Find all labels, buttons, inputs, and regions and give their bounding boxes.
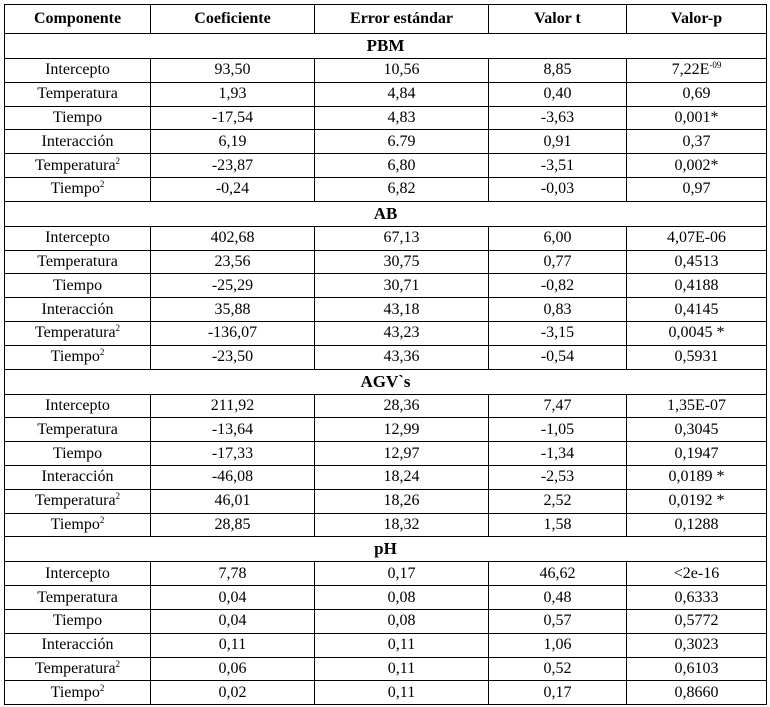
table-row xyxy=(5,298,767,322)
componente-label: Tiempo xyxy=(50,180,100,198)
cell-valor-p xyxy=(627,106,767,130)
table-row xyxy=(5,586,767,610)
cell-valor-t: -3,63 xyxy=(489,106,627,130)
cell-error-estandar: 0,08 xyxy=(315,586,489,610)
cell-coeficiente: 0,11 xyxy=(151,633,315,657)
cell-coeficiente: -17,33 xyxy=(151,442,315,466)
cell-coeficiente: -0,24 xyxy=(151,177,315,201)
cell-componente xyxy=(5,298,151,322)
cell-coeficiente: -13,64 xyxy=(151,418,315,442)
cell-error-estandar: 43,23 xyxy=(315,321,489,345)
componente-label: Tiempo xyxy=(50,683,100,701)
componente-label: Temperatura xyxy=(37,85,118,103)
section-row-pbm xyxy=(5,34,767,59)
cell-coeficiente: 211,92 xyxy=(151,394,315,418)
table-row xyxy=(5,442,767,466)
valor-p-value: 0,1288 xyxy=(674,515,719,533)
cell-valor-t: 1,06 xyxy=(489,633,627,657)
cell-valor-p xyxy=(627,250,767,274)
section-title: AGV`s xyxy=(5,369,767,394)
exponent: 2 xyxy=(99,514,105,525)
cell-coeficiente: 1,93 xyxy=(151,82,315,106)
cell-error-estandar: 4,84 xyxy=(315,82,489,106)
cell-coeficiente: -136,07 xyxy=(151,321,315,345)
cell-valor-t: 0,83 xyxy=(489,298,627,322)
cell-error-estandar: 0,08 xyxy=(315,609,489,633)
cell-valor-t: -2,53 xyxy=(489,465,627,489)
cell-componente xyxy=(5,442,151,466)
componente-label: Intercepto xyxy=(45,564,110,582)
componente-label: Intercepto xyxy=(45,61,110,79)
valor-p-value: 0,37 xyxy=(682,132,711,150)
header-row xyxy=(5,5,767,34)
cell-valor-p xyxy=(627,513,767,537)
cell-componente xyxy=(5,226,151,250)
valor-p-value: 0,0192 * xyxy=(668,492,725,510)
cell-valor-p xyxy=(627,633,767,657)
valor-p-value: 0,3045 xyxy=(674,420,719,438)
cell-error-estandar: 28,36 xyxy=(315,394,489,418)
cell-componente xyxy=(5,489,151,513)
section-row-agv-s xyxy=(5,369,767,394)
cell-valor-p xyxy=(627,681,767,705)
cell-valor-t: -1,05 xyxy=(489,418,627,442)
exponent: 2 xyxy=(99,347,105,358)
header-componente: Componente xyxy=(5,5,151,34)
valor-p-value: 0,6333 xyxy=(674,588,719,606)
cell-componente xyxy=(5,177,151,201)
section-title: pH xyxy=(5,537,767,562)
componente-label: Interacción xyxy=(41,300,114,318)
componente-label: Intercepto xyxy=(45,229,110,247)
section-row-ab xyxy=(5,201,767,226)
exponent: 2 xyxy=(99,682,105,693)
cell-componente xyxy=(5,321,151,345)
cell-error-estandar: 30,75 xyxy=(315,250,489,274)
section-title: PBM xyxy=(5,34,767,59)
cell-error-estandar: 10,56 xyxy=(315,59,489,83)
valor-p-value: 0,002* xyxy=(674,156,719,174)
table-row xyxy=(5,513,767,537)
cell-valor-t: -0,03 xyxy=(489,177,627,201)
cell-coeficiente: 0,04 xyxy=(151,586,315,610)
table-body xyxy=(5,34,767,705)
table-row xyxy=(5,418,767,442)
componente-label: Temperatura xyxy=(37,252,118,270)
cell-componente xyxy=(5,82,151,106)
table-row xyxy=(5,609,767,633)
cell-coeficiente: 0,04 xyxy=(151,609,315,633)
cell-componente xyxy=(5,130,151,154)
table-row xyxy=(5,345,767,369)
componente-label: Temperatura xyxy=(34,659,116,677)
cell-componente xyxy=(5,609,151,633)
table-row xyxy=(5,226,767,250)
exponent: -09 xyxy=(709,60,722,71)
cell-coeficiente: -23,50 xyxy=(151,345,315,369)
table-row xyxy=(5,657,767,681)
cell-error-estandar: 12,99 xyxy=(315,418,489,442)
cell-valor-p xyxy=(627,489,767,513)
componente-label: Tiempo xyxy=(50,515,100,533)
table-row xyxy=(5,106,767,130)
componente-label: Temperatura xyxy=(34,156,116,174)
cell-valor-p xyxy=(627,321,767,345)
cell-error-estandar: 0,17 xyxy=(315,562,489,586)
cell-componente xyxy=(5,657,151,681)
table-row xyxy=(5,321,767,345)
cell-componente xyxy=(5,465,151,489)
exponent: 2 xyxy=(99,179,105,190)
cell-valor-p xyxy=(627,154,767,178)
componente-label: Interacción xyxy=(41,636,114,654)
cell-valor-t: 7,47 xyxy=(489,394,627,418)
exponent: 2 xyxy=(115,658,121,669)
valor-p-value: 0,69 xyxy=(682,85,711,103)
componente-label: Tiempo xyxy=(52,108,103,126)
cell-valor-p xyxy=(627,418,767,442)
valor-p-value: 0,97 xyxy=(682,180,711,198)
table-row xyxy=(5,250,767,274)
cell-valor-t: 6,00 xyxy=(489,226,627,250)
cell-valor-p xyxy=(627,442,767,466)
cell-error-estandar: 43,36 xyxy=(315,345,489,369)
cell-componente xyxy=(5,681,151,705)
cell-componente xyxy=(5,418,151,442)
cell-valor-t: 46,62 xyxy=(489,562,627,586)
cell-valor-p xyxy=(627,226,767,250)
table-row xyxy=(5,130,767,154)
cell-componente xyxy=(5,394,151,418)
cell-componente xyxy=(5,562,151,586)
exponent: 2 xyxy=(115,491,121,502)
valor-p-value: 0,3023 xyxy=(674,636,719,654)
cell-componente xyxy=(5,106,151,130)
valor-p-value: 0,5931 xyxy=(674,348,719,366)
cell-error-estandar: 6.79 xyxy=(315,130,489,154)
valor-p-value: <2e-16 xyxy=(673,564,720,582)
cell-valor-p xyxy=(627,586,767,610)
cell-componente xyxy=(5,513,151,537)
cell-valor-t: 0,52 xyxy=(489,657,627,681)
header-coeficiente: Coeficiente xyxy=(151,5,315,34)
section-row-ph xyxy=(5,537,767,562)
cell-valor-p xyxy=(627,394,767,418)
cell-coeficiente: -46,08 xyxy=(151,465,315,489)
cell-valor-p xyxy=(627,465,767,489)
cell-valor-t: 1,58 xyxy=(489,513,627,537)
cell-error-estandar: 43,18 xyxy=(315,298,489,322)
componente-label: Interacción xyxy=(41,468,114,486)
cell-coeficiente: 35,88 xyxy=(151,298,315,322)
cell-coeficiente: 0,06 xyxy=(151,657,315,681)
exponent: 2 xyxy=(115,323,121,334)
header-error-estandar: Error estándar xyxy=(315,5,489,34)
cell-valor-t: -1,34 xyxy=(489,442,627,466)
cell-valor-t: -0,82 xyxy=(489,274,627,298)
cell-valor-t: 0,48 xyxy=(489,586,627,610)
cell-componente xyxy=(5,274,151,298)
table-row xyxy=(5,82,767,106)
table-row xyxy=(5,562,767,586)
table-row xyxy=(5,177,767,201)
table-row xyxy=(5,465,767,489)
cell-valor-p xyxy=(627,177,767,201)
regression-table xyxy=(4,4,767,705)
valor-p-value: 1,35E-07 xyxy=(666,396,727,414)
cell-valor-p xyxy=(627,274,767,298)
cell-error-estandar: 6,82 xyxy=(315,177,489,201)
table-row xyxy=(5,633,767,657)
valor-p-value: 0,4188 xyxy=(674,276,719,294)
componente-label: Tiempo xyxy=(50,348,100,366)
table-row xyxy=(5,274,767,298)
valor-p-value: 0,8660 xyxy=(674,683,719,701)
cell-coeficiente: 93,50 xyxy=(151,59,315,83)
cell-error-estandar: 12,97 xyxy=(315,442,489,466)
cell-valor-t: 2,52 xyxy=(489,489,627,513)
cell-valor-p xyxy=(627,562,767,586)
cell-error-estandar: 18,24 xyxy=(315,465,489,489)
cell-error-estandar: 0,11 xyxy=(315,633,489,657)
cell-coeficiente: 28,85 xyxy=(151,513,315,537)
table-row xyxy=(5,489,767,513)
header-valor-t: Valor t xyxy=(489,5,627,34)
cell-valor-t: 0,40 xyxy=(489,82,627,106)
componente-label: Temperatura xyxy=(34,492,116,510)
cell-componente xyxy=(5,633,151,657)
table-row xyxy=(5,154,767,178)
cell-error-estandar: 18,32 xyxy=(315,513,489,537)
section-title: AB xyxy=(5,201,767,226)
cell-componente xyxy=(5,154,151,178)
cell-error-estandar: 18,26 xyxy=(315,489,489,513)
componente-label: Tiempo xyxy=(52,276,103,294)
cell-componente xyxy=(5,586,151,610)
cell-valor-p xyxy=(627,59,767,83)
valor-p-value: 0,4145 xyxy=(674,300,719,318)
cell-error-estandar: 0,11 xyxy=(315,657,489,681)
cell-coeficiente: 23,56 xyxy=(151,250,315,274)
cell-valor-t: 0,91 xyxy=(489,130,627,154)
table-row xyxy=(5,394,767,418)
cell-componente xyxy=(5,345,151,369)
cell-coeficiente: 402,68 xyxy=(151,226,315,250)
cell-valor-t: -3,51 xyxy=(489,154,627,178)
cell-valor-t: 0,77 xyxy=(489,250,627,274)
valor-p-value: 0,4513 xyxy=(674,252,719,270)
valor-p-value: 7,22E xyxy=(671,61,710,79)
valor-p-value: 0,0189 * xyxy=(668,468,725,486)
cell-valor-p xyxy=(627,298,767,322)
valor-p-value: 0,1947 xyxy=(674,444,719,462)
componente-label: Tiempo xyxy=(52,444,103,462)
cell-componente xyxy=(5,59,151,83)
exponent: 2 xyxy=(115,155,121,166)
cell-valor-p xyxy=(627,609,767,633)
cell-coeficiente: -23,87 xyxy=(151,154,315,178)
cell-valor-p xyxy=(627,657,767,681)
table-row xyxy=(5,59,767,83)
cell-coeficiente: -17,54 xyxy=(151,106,315,130)
cell-error-estandar: 0,11 xyxy=(315,681,489,705)
cell-coeficiente: 6,19 xyxy=(151,130,315,154)
cell-valor-t: 0,57 xyxy=(489,609,627,633)
componente-label: Temperatura xyxy=(37,420,118,438)
valor-p-value: 0,5772 xyxy=(674,612,719,630)
cell-valor-t: -0,54 xyxy=(489,345,627,369)
cell-error-estandar: 6,80 xyxy=(315,154,489,178)
valor-p-value: 4,07E-06 xyxy=(666,229,727,247)
cell-coeficiente: 7,78 xyxy=(151,562,315,586)
componente-label: Intercepto xyxy=(45,396,110,414)
cell-error-estandar: 30,71 xyxy=(315,274,489,298)
header-valor-p: Valor-p xyxy=(627,5,767,34)
cell-componente xyxy=(5,250,151,274)
cell-valor-p xyxy=(627,82,767,106)
cell-valor-p xyxy=(627,130,767,154)
valor-p-value: 0,0045 * xyxy=(668,324,725,342)
componente-label: Temperatura xyxy=(34,324,116,342)
cell-valor-p xyxy=(627,345,767,369)
cell-coeficiente: 46,01 xyxy=(151,489,315,513)
componente-label: Temperatura xyxy=(37,588,118,606)
valor-p-value: 0,6103 xyxy=(674,659,719,677)
table-row xyxy=(5,681,767,705)
cell-error-estandar: 67,13 xyxy=(315,226,489,250)
cell-valor-t: 0,17 xyxy=(489,681,627,705)
cell-valor-t: -3,15 xyxy=(489,321,627,345)
cell-coeficiente: 0,02 xyxy=(151,681,315,705)
componente-label: Tiempo xyxy=(52,612,103,630)
componente-label: Interacción xyxy=(41,132,114,150)
cell-error-estandar: 4,83 xyxy=(315,106,489,130)
valor-p-value: 0,001* xyxy=(674,108,719,126)
cell-coeficiente: -25,29 xyxy=(151,274,315,298)
cell-valor-t: 8,85 xyxy=(489,59,627,83)
